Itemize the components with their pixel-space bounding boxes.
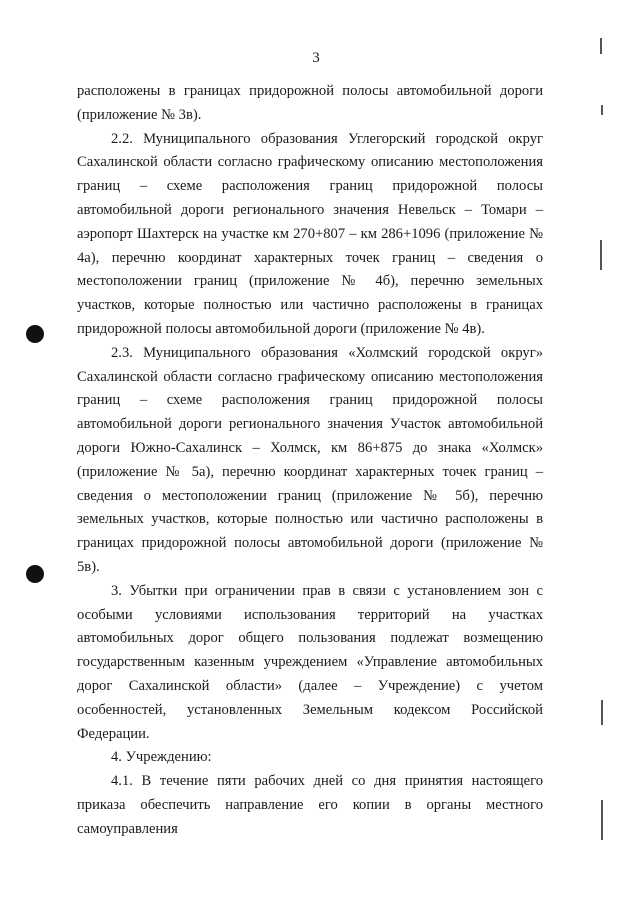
punch-hole-bottom [26,565,44,583]
punch-hole-top [26,325,44,343]
paragraph-2-3: 2.3. Муниципального образования «Холмский городской округ» Сахалинской области согласно графическому описанию местоположения границ – схеме расположения границ придорожной полосы автомобильной дороги регионального значения Участок автомобильной дороги Южно-Сахалинск – Холмск, км 86+875 до знака «Холмск» (приложение № 5а), перечню координат характерных точек границ – сведения о местоположении границ (приложение № 5б), перечню земельных участков, которые полностью или частично расположены в границах придорожной полосы автомобильной дороги (приложение № 5в). [77,344,543,575]
scan-edge-mark [600,38,602,54]
scan-edge-mark [601,700,603,725]
paragraph-2-2: 2.2. Муниципального образования Углегорский городской округ Сахалинской области согласно графическому описанию местоположения границ – схеме расположения границ придорожной полосы автомобильной дороги регионального значения Невельск – Томари – аэропорт Шахтерск на участке км 270+807 – км 286+1096 (приложение № 4а), перечню координат характерных точек границ – сведения о местоположении границ (приложение № 4б), перечню земельных участков, которые полностью или частично расположены в границах придорожной полосы автомобильной дороги (приложение № 4в). [77,130,543,337]
document-body [77,80,543,842]
page-number: 3 [312,50,320,66]
paragraph-4: 4. Учреждению: [111,749,212,766]
scan-edge-mark [600,240,602,270]
scan-edge-mark [601,105,603,115]
paragraph-continuation: расположены в границах придорожной полосы автомобильной дороги (приложение № 3в). [77,83,543,123]
paragraph-3: 3. Убытки при ограничении прав в связи с установлением зон с особыми условиями использования территорий на участках автомобильных дорог общего пользования подлежат возмещению государственным казенным учреждением «Управление автомобильных дорог Сахалинской области» (далее – Учреждение) с учетом особенностей, установленных Земельным кодексом Российской Федерации. [77,582,543,742]
scan-edge-mark [601,800,603,840]
paragraph-4-1: 4.1. В течение пяти рабочих дней со дня принятия настоящего приказа обеспечить направление его копии в органы местного самоуправления [77,773,543,837]
